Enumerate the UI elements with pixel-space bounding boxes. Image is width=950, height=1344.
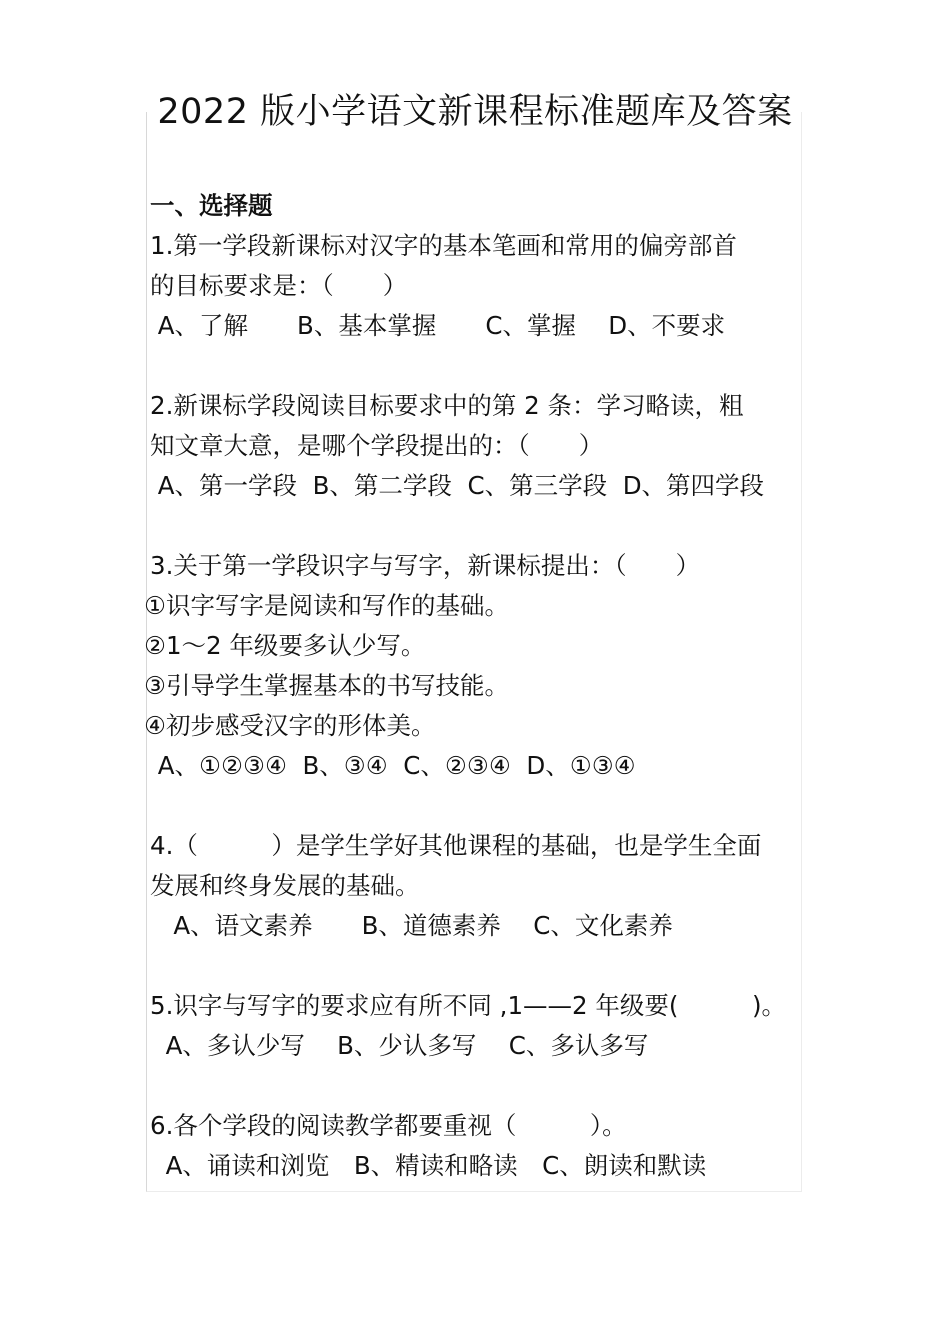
question-5 [150,986,802,1066]
question-text: 1.第一学段新课标对汉字的基本笔画和常用的偏旁部首 [150,231,737,260]
question-options: A、语文素养 B、道德素养 C、文化素养 [150,911,673,940]
spacer [150,506,802,546]
question-options: A、第一学段 B、第二学段 C、第三学段 D、第四学段 [150,471,765,500]
question-text: 4.（ ）是学生学好其他课程的基础，也是学生全面 [150,831,762,860]
question-text: 的目标要求是：（ ） [150,271,408,300]
document-title: 2022 版小学语文新课程标准题库及答案 [157,92,793,132]
question-options: A、多认少写 B、少认多写 C、多认多写 [150,1031,649,1060]
spacer [150,1066,802,1106]
spacer [150,946,802,986]
question-2 [150,386,802,506]
question-options: A、①②③④ B、③④ C、②③④ D、①③④ [150,751,636,780]
question-text: 发展和终身发展的基础。 [150,871,420,900]
sub-item: ①识字写字是阅读和写作的基础。 [144,591,509,620]
question-text: 6.各个学段的阅读教学都要重视（ ）。 [150,1111,627,1140]
question-options: A、诵读和浏览 B、精读和略读 C、朗读和默读 [150,1151,707,1180]
spacer [150,346,802,386]
question-4 [150,826,802,946]
sub-item: ③引导学生掌握基本的书写技能。 [144,671,509,700]
question-1 [150,226,802,346]
section-heading: 一、选择题 [150,191,273,220]
question-6 [150,1106,802,1186]
question-text: 5.识字与写字的要求应有所不同 ,1——2 年级要( )。 [150,991,787,1020]
document-body [144,186,802,1186]
question-3 [144,546,802,786]
question-text: 3.关于第一学段识字与写字，新课标提出：（ ） [150,551,701,580]
question-text: 知文章大意，是哪个学段提出的：（ ） [150,431,604,460]
sub-item: ②1～2 年级要多认少写。 [144,631,426,660]
sub-item: ④初步感受汉字的形体美。 [144,711,436,740]
question-options: A、了解 B、基本掌握 C、掌握 D、不要求 [150,311,726,340]
question-text: 2.新课标学段阅读目标要求中的第 2 条：学习略读，粗 [150,391,744,420]
spacer [150,786,802,826]
